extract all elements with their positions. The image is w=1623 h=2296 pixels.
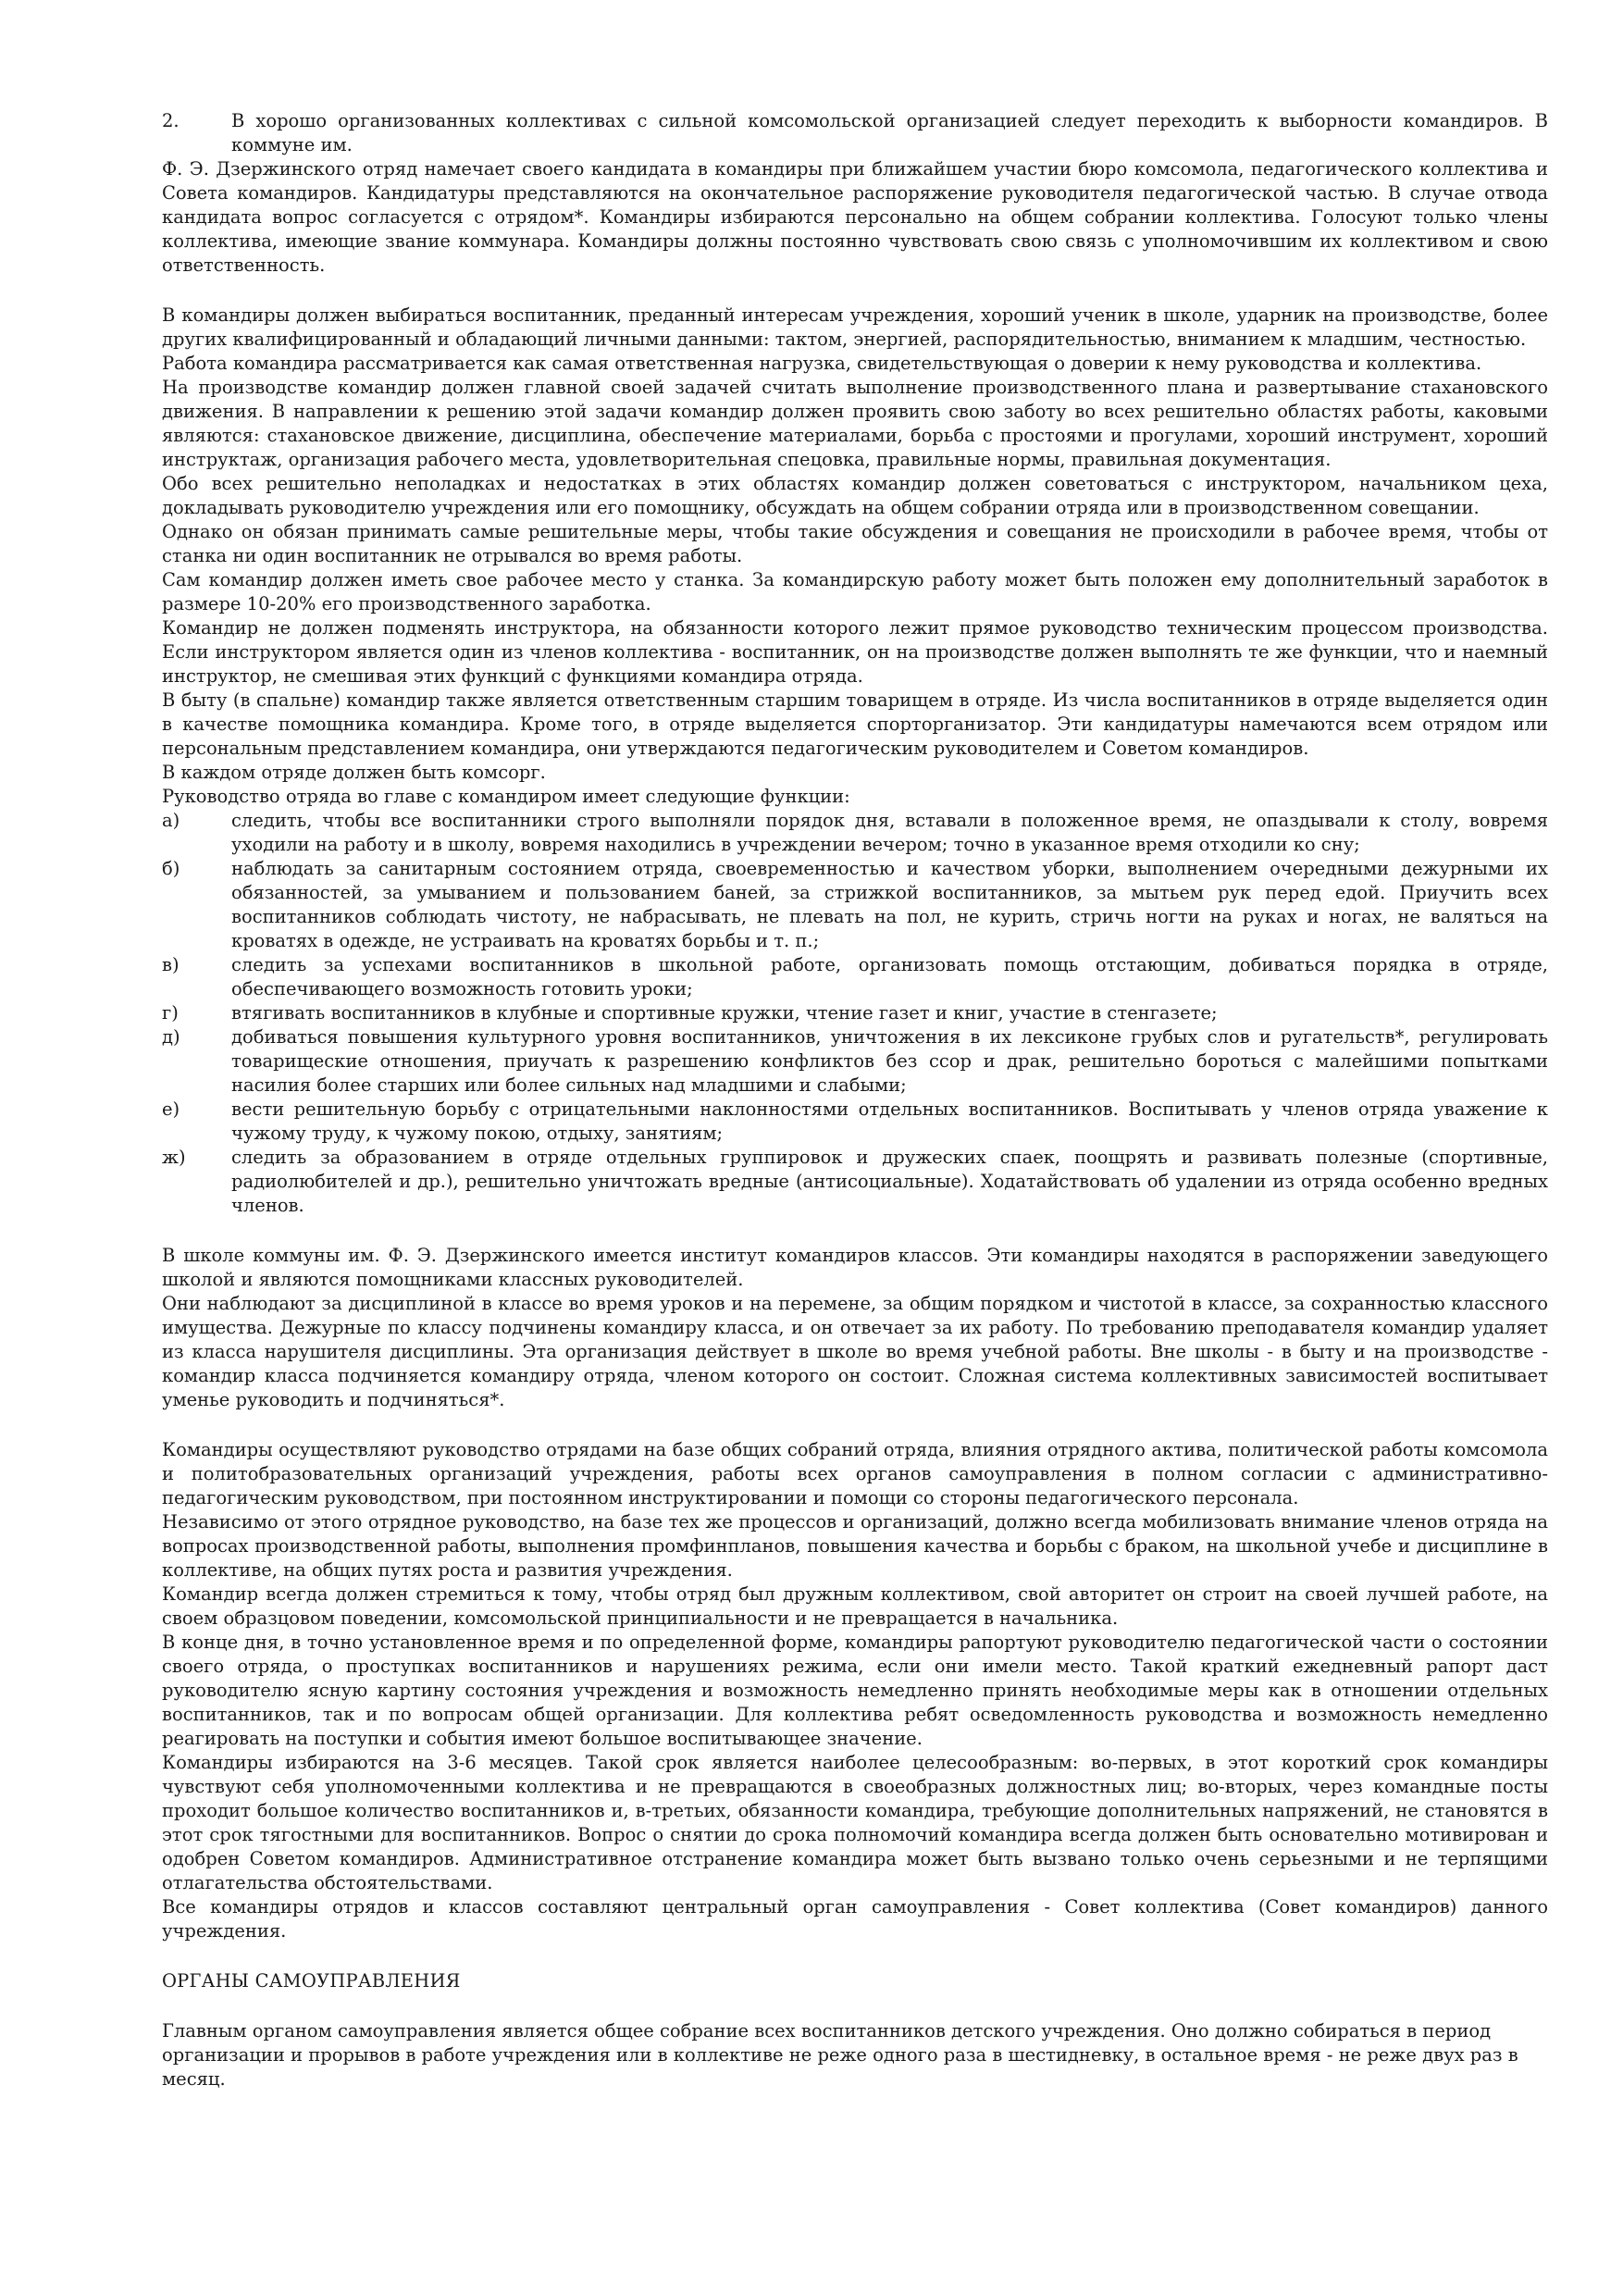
list-item-marker: д) (162, 1026, 180, 1048)
paragraph: В командиры должен выбираться воспитанник, преданный интересам учреждения, хороший ученик в школе, ударник на производстве, более других квалифицированный и обладающий личными данными: тактом, энергией, распорядительностью, вниманием к младшим, честностью. (162, 304, 1548, 350)
paragraph: Однако он обязан принимать самые решительные меры, чтобы такие обсуждения и совещания не происходили в рабочее время, чтобы от станка ни один воспитанник не отрывался во время работы. (162, 521, 1548, 566)
list-item-marker: г) (162, 1002, 179, 1024)
paragraph: Все командиры отрядов и классов составляют центральный орган самоуправления - Совет коллектива (Совет командиров) данного учреждения. (162, 1896, 1548, 1942)
list-item (162, 953, 1548, 1001)
paragraph: В быту (в спальне) командир также является ответственным старшим товарищем в отряде. Из числа воспитанников в отряде выделяется один в качестве помощника командира. Кроме того, в отряде выделяется спорторганизатор. Эти кандидатуры намечаются всем отрядом или персональным представлением командира, они утверждаются педагогическим руководителем и Советом командиров. (162, 689, 1548, 759)
intro-continuation: Ф. Э. Дзержинского отряд намечает своего кандидата в командиры при ближайшем участии бюро комсомола, педагогического коллектива и Совета командиров. Кандидатуры представляются на окончательное распоряжение руководителя педагогической частью. В случае отвода кандидата вопрос согласуется с отрядом*. Командиры избираются персонально на общем собрании коллектива. Голосуют только члены коллектива, имеющие звание коммунара. Командиры должны постоянно чувствовать свою связь с уполномочившим их коллективом и свою ответственность. (162, 158, 1548, 276)
paragraph: Независимо от этого отрядное руководство, на базе тех же процессов и организаций, должно всегда мобилизовать внимание членов отряда на вопросах производственной работы, выполнения промфинпланов, повышения качества и борьбы с браком, на школьной учебе и дисциплине в коллективе, на общих путях роста и развития учреждения. (162, 1511, 1548, 1581)
paragraph: Они наблюдают за дисциплиной в классе во время уроков и на перемене, за общим порядком и чистотой в классе, за сохранностью классного имущества. Дежурные по классу подчинены командиру класса, и он отвечает за их работу. По требованию преподавателя командир удаляет из класса нарушителя дисциплины. Эта организация действует в школе во время учебной работы. Вне школы - в быту и на производстве - командир класса подчиняется командиру отряда, членом которого он состоит. Сложная система коллективных зависимостей воспитывает уменье руководить и подчиняться*. (162, 1293, 1548, 1410)
list-item-marker: а) (162, 810, 180, 831)
paragraph: Командир не должен подменять инструктора, на обязанности которого лежит прямое руководство техническим процессом производства. Если инструктором является один из членов коллектива - воспитанник, он на производстве должен выполнять те же функции, что и наемный инструктор, не смешивая этих функций с функциями командира отряда. (162, 617, 1548, 687)
list-item (162, 809, 1548, 857)
section-heading: ОРГАНЫ САМОУПРАВЛЕНИЯ (162, 1970, 461, 1992)
list-item-marker: в) (162, 954, 180, 975)
list-item-text: следить, чтобы все воспитанники строго выполняли порядок дня, вставали в положенное время, не опаздывали к столу, вовремя уходили на работу и в школу, вовремя находились в учреждении вечером; точно в указанное время отходили ко сну; (231, 810, 1548, 855)
list-item-text: вести решительную борьбу с отрицательными наклонностями отдельных воспитанников. Воспитывать у членов отряда уважение к чужому труду, к чужому покою, отдыху, занятиям; (231, 1098, 1548, 1144)
paragraph: Командир всегда должен стремиться к тому, чтобы отряд был дружным коллективом, свой авторитет он строит на своей лучшей работе, на своем образцовом поведении, комсомольской принципиальности и не превращается в начальника. (162, 1583, 1548, 1629)
document-page (162, 109, 1548, 2091)
paragraph: Командиры избираются на 3-6 месяцев. Такой срок является наиболее целесообразным: во-первых, в этот короткий срок командиры чувствуют себя уполномоченными коллектива и не превращаются в своеобразных должностных лиц; во-вторых, через командные посты проходит большое количество воспитанников и, в-третьих, обязанности командира, требующие дополнительных напряжений, не становятся в этот срок тягостными для воспитанников. Вопрос о снятии до срока полномочий командира всегда должен быть основательно мотивирован и одобрен Советом командиров. Административное отстранение командира может быть вызвано только очень серьезными и не терпящими отлагательства обстоятельствами. (162, 1752, 1548, 1893)
list-item (162, 1025, 1548, 1098)
list-item-marker: б) (162, 858, 180, 879)
list-item-text: втягивать воспитанников в клубные и спортивные кружки, чтение газет и книг, участие в стенгазете; (231, 1002, 1218, 1024)
list-item-marker: е) (162, 1098, 180, 1120)
list-item-marker: ж) (162, 1147, 186, 1168)
intro-text: В хорошо организованных коллективах с сильной комсомольской организацией следует переходить к выборности командиров. В коммуне им. (231, 110, 1548, 155)
paragraph: В школе коммуны им. Ф. Э. Дзержинского имеется институт командиров классов. Эти командиры находятся в распоряжении заведующего школой и являются помощниками классных руководителей. (162, 1245, 1548, 1290)
list-item-text: следить за успехами воспитанников в школьной работе, организовать помощь отстающим, добиваться порядка в отряде, обеспечивающего возможность готовить уроки; (231, 954, 1548, 999)
list-item (162, 1098, 1548, 1146)
paragraph: Сам командир должен иметь свое рабочее место у станка. За командирскую работу может быть положен ему дополнительный заработок в размере 10-20% его производственного заработка. (162, 569, 1548, 614)
final-paragraph: Главным органом самоуправления является общее собрание всех воспитанников детского учреждения. Оно должно собираться в период организации и прорывов в работе учреждения или в коллективе не реже одного раза в шестидневку, в остальное время - не реже двух раз в месяц. (162, 2020, 1518, 2090)
list-item-text: добиваться повышения культурного уровня воспитанников, уничтожения в их лексиконе грубых слов и ругательств*, регулировать товарищеские отношения, приучать к разрешению конфликтов без ссор и драк, решительно бороться с малейшими попытками насилия более старших или более сильных над младшими и слабыми; (231, 1026, 1548, 1096)
list-item-text: следить за образованием в отряде отдельных группировок и дружеских спаек, поощрять и развивать полезные (спортивные, радиолюбителей и др.), решительно уничтожать вредные (антисоциальные). Ходатайствовать об удалении из отряда особенно вредных членов. (231, 1147, 1548, 1216)
list-item (162, 857, 1548, 953)
list-item (162, 1001, 1548, 1025)
intro-paragraph (162, 109, 1548, 157)
intro-number: 2. (162, 110, 180, 131)
paragraph: Работа командира рассматривается как самая ответственная нагрузка, свидетельствующая о доверии к нему руководства и коллектива. (162, 353, 1482, 374)
list-item (162, 1146, 1548, 1218)
paragraph: Обо всех решительно неполадках и недостатках в этих областях командир должен советоваться с инструктором, начальником цеха, докладывать руководителю учреждения или его помощнику, обсуждать на общем собрании отряда или в производственном совещании. (162, 473, 1548, 518)
list-item-text: наблюдать за санитарным состоянием отряда, своевременностью и качеством уборки, выполнением очередными дежурными их обязанностей, за умыванием и пользованием баней, за стрижкой воспитанников, за мытьем рук перед едой. Приучить всех воспитанников соблюдать чистоту, не набрасывать, не плевать на пол, не курить, стричь ногти на руках и ногах, не валяться на кроватях в одежде, не устраивать на кроватях борьбы и т. п.; (231, 858, 1548, 951)
paragraph: В конце дня, в точно установленное время и по определенной форме, командиры рапортуют руководителю педагогической части о состоянии своего отряда, о проступках воспитанников и нарушениях режима, если они имели место. Такой краткий ежедневный рапорт даст руководителю ясную картину состояния учреждения и возможность немедленно принять необходимые меры как в отношении отдельных воспитанников, так и по вопросам общей организации. Для коллектива ребят осведомленность руководства и возможность немедленно реагировать на поступки и события имеют большое воспитывающее значение. (162, 1632, 1548, 1749)
paragraph: На производстве командир должен главной своей задачей считать выполнение производственного плана и развертывание стахановского движения. В направлении к решению этой задачи командир должен проявить свою заботу во всех решительно областях работы, каковыми являются: стахановское движение, дисциплина, обеспечение материалами, борьба с простоями и прогулами, хороший инструмент, хороший инструктаж, организация рабочего места, удовлетворительная спецовка, правильные нормы, правильная документация. (162, 377, 1548, 470)
paragraph: Руководство отряда во главе с командиром имеет следующие функции: (162, 786, 850, 807)
paragraph: В каждом отряде должен быть комсорг. (162, 762, 546, 783)
paragraph: Командиры осуществляют руководство отрядами на базе общих собраний отряда, влияния отрядного актива, политической работы комсомола и политобразовательных организаций учреждения, работы всех органов самоуправления в полном согласии с административно-педагогическим руководством, при постоянном инструктировании и помощи со стороны педагогического персонала. (162, 1439, 1548, 1508)
